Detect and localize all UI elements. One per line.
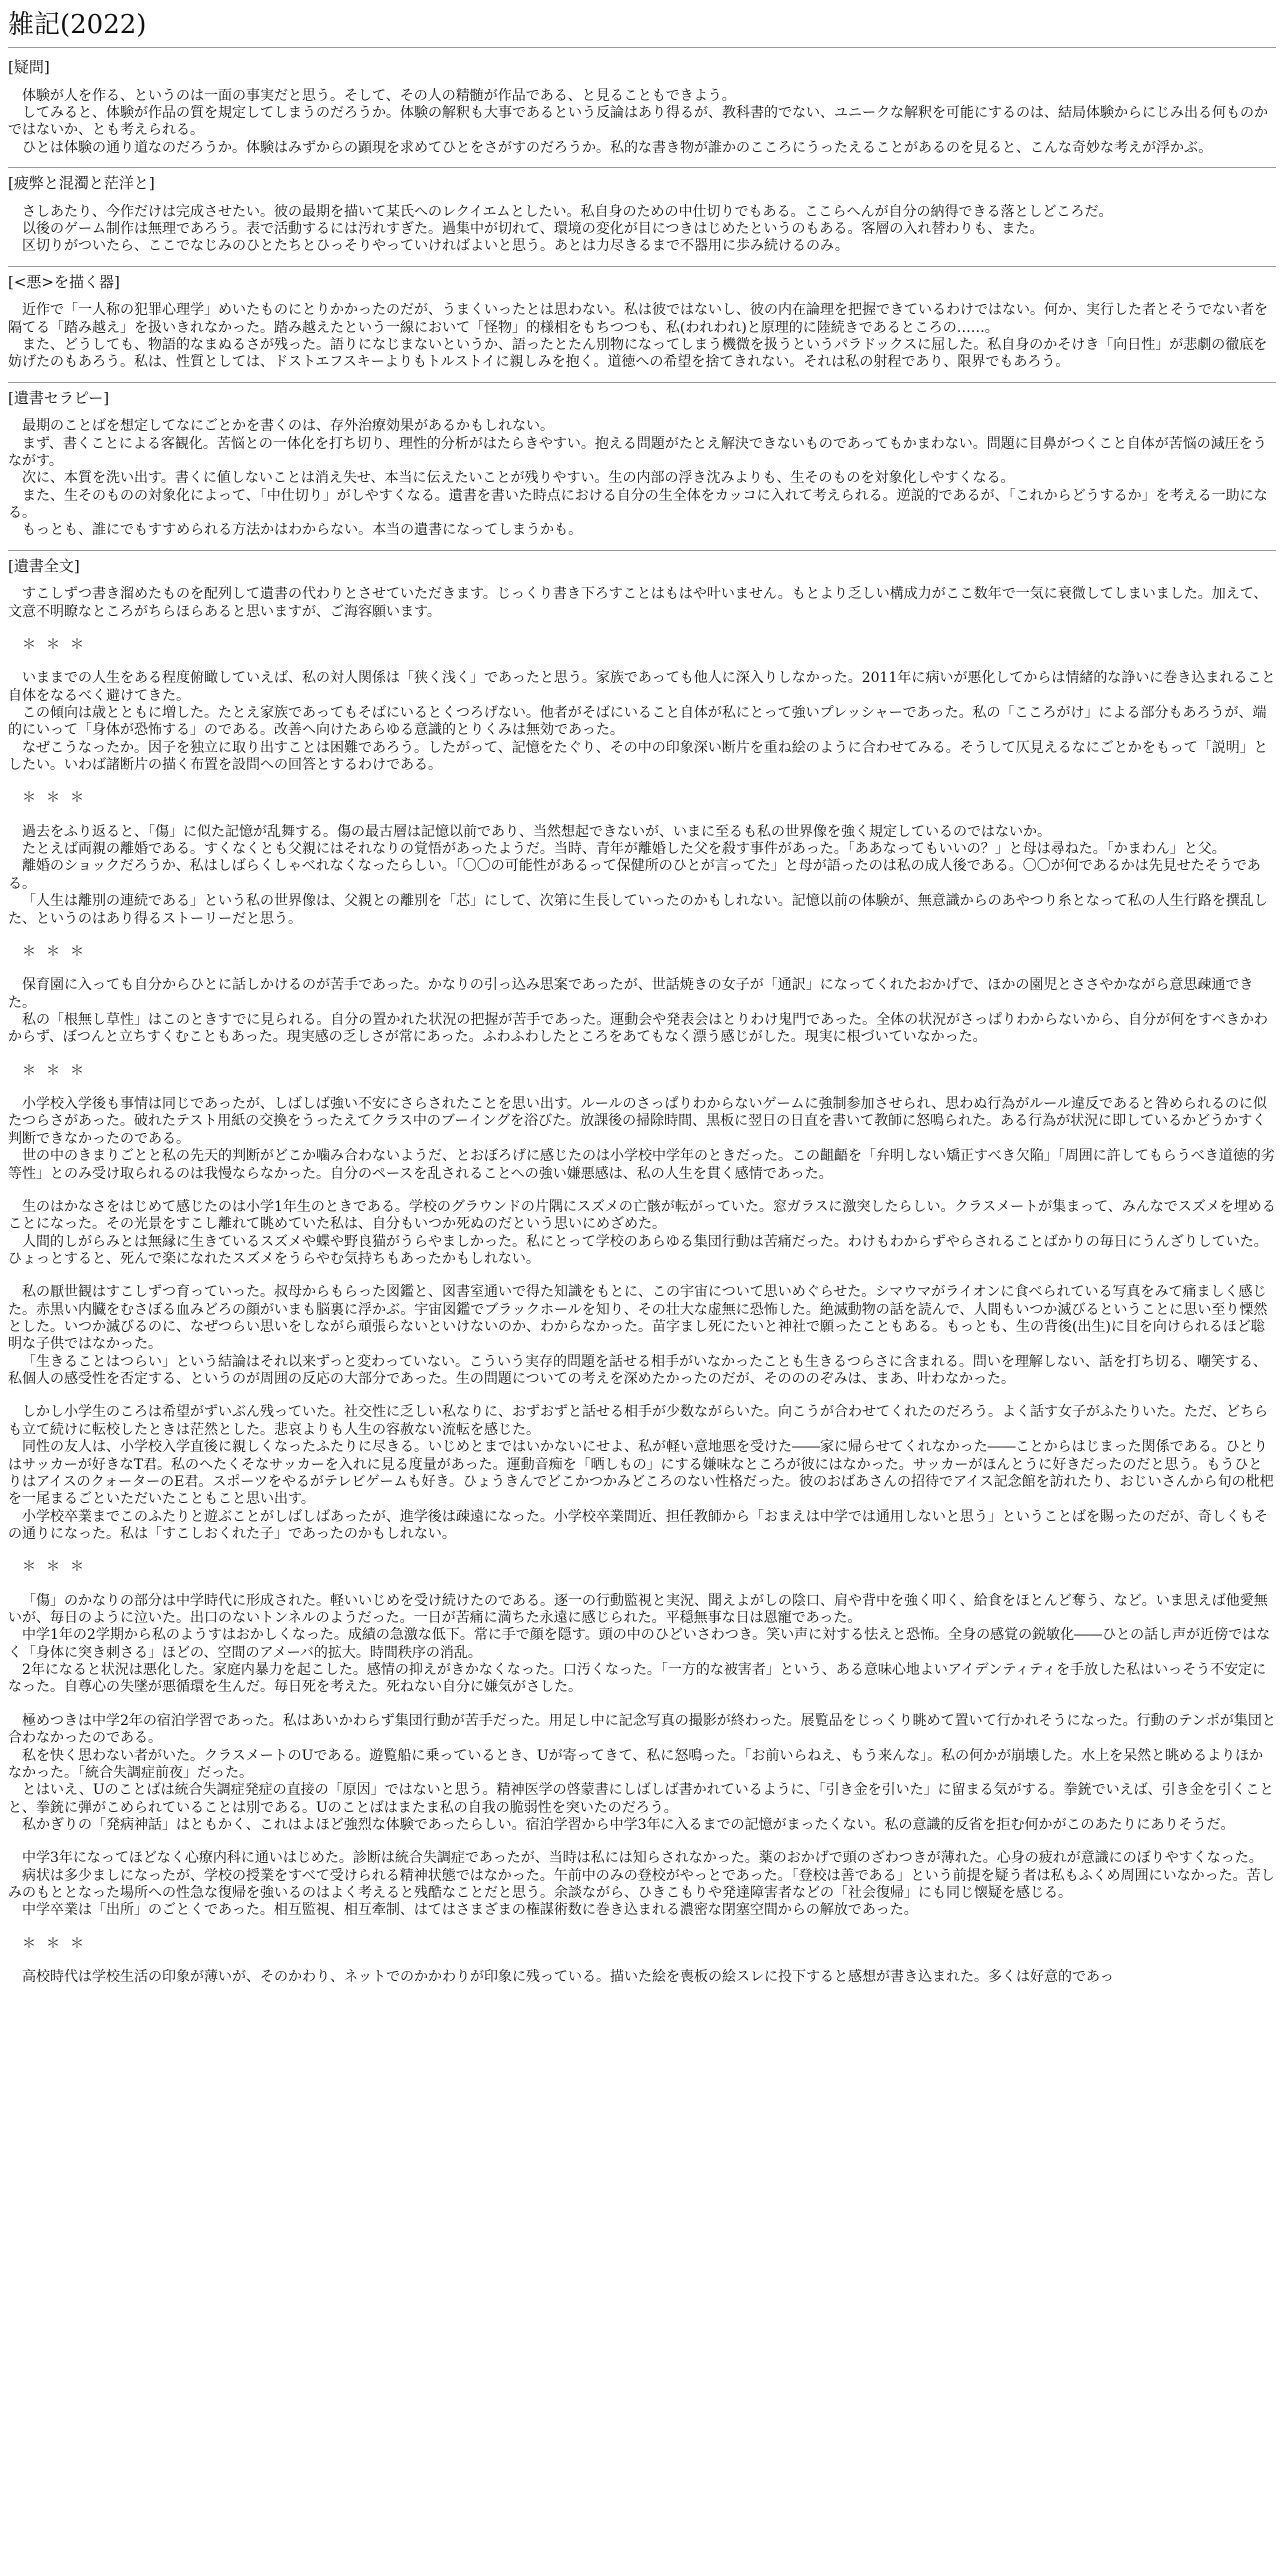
separator-stars: ＊＊＊ [22, 636, 94, 653]
paragraph: 極めつきは中学2年の宿泊学習であった。私はあいかわらず集団行動が苦手だった。用足し中に記念写真の撮影が終わった。展覧品をじっくり眺めて置いて行かれそうになった。行動のテンポが集団と合わなかったのである。 [8, 1712, 1276, 1747]
paragraph: 私の「根無し草性」はこのときすでに見られる。自分の置かれた状況の把握が苦手であった。運動会や発表会はとりわけ鬼門であった。全体の状況がさっぱりわからないから、自分が何をすべきかわからず、ぼつんと立ちすくむこともあった。現実感の乏しさが常にあった。ふわふわしたところをあてもなく漂う感じがした。現実に根づいていなかった。 [8, 1011, 1268, 1046]
spacer [8, 621, 1276, 637]
spacer [8, 1834, 1276, 1850]
separator-stars: ＊＊＊ [22, 943, 94, 960]
separator-stars: ＊＊＊ [22, 1062, 94, 1079]
separator-stars: ＊＊＊ [22, 790, 94, 807]
paragraph: また、どうしても、物語的なまぬるさが残った。語りになじまないというか、語ったとたん別物になってしまう機微を扱うというパラドックスに屈した。私自身のかそけき「向日性」が悲劇の徹底を妨げたのもあろう。私は、性質としては、ドストエフスキーよりもトルストイに親しみを抱く。道徳への希望を捨てきれない。それは私の射程であり、限界でもあろう。 [8, 336, 1268, 371]
spacer [8, 808, 1276, 824]
paragraph: すこしずつ書き溜めたものを配列して遺書の代わりとさせていただきます。じっくり書き下ろすことはもはや叶いません。もとより乏しい構成力がここ数年で一気に衰微してしまいました。加えて、文意不明瞭なところがちらほらあると思いますが、ご海容願います。 [8, 586, 1268, 620]
paragraph: 次に、本質を洗い出す。書くに値しないことは消え失せ、本当に伝えたいことが残りやすい。生の内部の浮き沈みよりも、生そのものを対象化しやすくなる。 [22, 470, 1015, 487]
section-heading: [遺書セラピー] [8, 388, 110, 407]
paragraph: まず、書くことによる客観化。苦悩との一体化を打ち切り、理性的分析がはたらきやすい。抱える問題がたとえ解決できないものであってもかまわない。問題に目鼻がつくこと自体が苦悩の減圧をうながす。 [8, 435, 1267, 469]
spacer [8, 654, 1276, 670]
section-will-full [8, 551, 1276, 1997]
paragraph: してみると、体験が作品の質を規定してしまうのだろうか。体験の解釈も大事であるという反論はあり得るが、教科書的でない、ユニークな解釈を可能にするのは、結局体験からにじみ出る何ものかではないか、とも考えられる。 [8, 105, 1268, 139]
paragraph: この傾向は歳とともに増した。たとえ家族であってもそばにいるとくつろげない。他者がそばにいること自体が私にとって強いプレッシャーであった。私の「こころがけ」による部分もあろうが、端的にいって「身体が恐怖する」のである。改善へ向けたあらゆる意識的とりくみは無効であった。 [8, 704, 1267, 739]
paragraph: ひとは体験の通り道なのだろうか。体験はみずからの顕現を求めてひとをさがすのだろうか。私的な書き物が誰かのこころにうったえることがあるのを見ると、こんな奇妙な考えが浮かぶ。 [22, 139, 1213, 156]
paragraph: 高校時代は学校生活の印象が薄いが、そのかわり、ネットでのかかわりが印象に残っている。描いた絵を喪板の絵スレに投下すると感想が書き込まれた。多くは好意的であっ [22, 1969, 1114, 1986]
section-will-therapy [8, 383, 1276, 551]
paragraph: 小学校卒業までこのふたりと遊ぶことがしばしばあったが、進学後は疎遠になった。小学校卒業間近、担任教師から「おまえは中学では通用しないと思う」ということばを賜ったのだが、奇しくもその通りになった。私は「すこしおくれた子」であったのかもしれない。 [8, 1508, 1268, 1542]
paragraph: 私の厭世観はすこしずつ育っていった。叔母からもらった図鑑と、図書室通いで得た知識をもとに、この宇宙について思いめぐらせた。シマウマがライオンに食べられている写真をみて痛ましく感じた。赤黒い内臓をむさぼる血みどろの顔がいまも脳裏に浮かぶ。宇宙図鑑でブラックホールを知り、その壮大な虚無に恐怖した。絶滅動物の話を読んで、人間もいつか滅びるということに思い至り慄然とした。いつか滅びるのに、なぜつらい思いをしながら頑張らないといけないのか、わからなかった。苗字まし死にたいと神社で願ったこともある。もっとも、生の背後(出生)に目を向けられるほど聡明な子供ではなかった。 [8, 1284, 1268, 1353]
paragraph: 離婚のショックだろうか、私はしばらくしゃべれなくなったらしい。「〇〇の可能性があるって保健所のひとが言ってた」と母が語ったのは私の成人後である。〇〇が何であるかは先見せたそうである。 [8, 858, 1261, 892]
section-heading: [<悪>を描く器] [8, 272, 120, 291]
spacer [8, 1388, 1276, 1404]
paragraph: とはいえ、Uのことばは統合失調症発症の直接の「原因」ではないと思う。精神医学の啓蒙書にしばしば書かれているように、「引き金を引いた」に留まる気がする。拳銃でいえば、引き金を引くことと、拳銃に弾がこめられていることは別である。Uのことばはまたま私の自我の脆弱性を突いたのだろう。 [8, 1782, 1274, 1816]
separator-stars: ＊＊＊ [22, 1935, 94, 1952]
spacer [8, 1080, 1276, 1096]
paragraph: 小学校入学後も事情は同じであったが、しばしば強い不安にさらされたことを思い出す。ルールのさっぱりわからないゲームに強制参加させられ、思わぬ行為がルール違反であると咎められるのに似たつらさがあった。破れたテスト用紙の交換をうったえてクラス中のブーイングを浴びた。放課後の掃除時間、黒板に翌日の日直を書いて教師に怒鳴られた。ある行為が状況に即しているかどうかすく判断できなかったのである。 [8, 1096, 1268, 1147]
paragraph: 以後のゲーム制作は無理であろう。表で活動するには汚れすぎた。過集中が切れて、環境の変化が目につきはじめたというのもある。客層の入れ替わりも、また。 [22, 220, 1044, 237]
paragraph: 世の中のきまりごとと私の先天的判断がどこか噛み合わないようだ、とおぼろげに感じたのは小学校中学年のときだった。この齟齬を「弁明しない矯正すべき欠陥」「周囲に許してもらうべき道徳的劣等性」とのみ受け取られるのは我慢ならなかった。自分のペースを乱されることへの強い嫌悪感は、私の人生を貫く感情であった。 [8, 1148, 1275, 1182]
page-title: 雑記(2022) [8, 10, 1276, 48]
paragraph: 中学卒業は「出所」のごとくであった。相互監視、相互牽制、はてはさまざまの権謀術数に巻き込まれる濃密な閉塞空間からの解放であった。 [22, 1902, 918, 1919]
paragraph: 「傷」のかなりの部分は中学時代に形成された。軽いいじめを受け続けたのである。逐一の行動監視と実況、聞えよがしの陰口、肩や背中を強く叩く、給食をほとんど奪う、など。いま思えば他愛無いが、毎日のように泣いた。出口のないトンネルのようだった。一日が苦痛に満ちた永遠に感じられた。平穏無事な日は恩寵であった。 [8, 1592, 1268, 1627]
spacer [8, 774, 1276, 790]
paragraph: 私かぎりの「発病神話」はともかく、これはよほど強烈な体験であったらしい。宿泊学習から中学3年に入るまでの記憶がまったくない。私の意識的反省を拒む何かがこのあたりにありそうだ。 [22, 1817, 1235, 1833]
spacer [8, 1183, 1276, 1199]
paragraph: 最期のことばを想定してなにごとかを書くのは、存外治療効果があるかもしれない。 [22, 418, 554, 435]
paragraph: なぜこうなったか。因子を独立に取り出すことは困難であろう。したがって、記憶をたぐり、その中の印象深い断片を重ね絵のように合わせてみる。そうして仄見えるなにごとかをもって「説明」としたい。いわば諸断片の描く布置を設問への回答とするわけである。 [8, 739, 1268, 774]
paragraph: 私を快く思わない者がいた。クラスメートのUである。遊覧船に乗っているとき、Uが寄ってきて、私に怒鳴った。「お前いらねえ、もう来んな」。私の何かが崩壊した。水上を呆然と眺めるよりほかなかった。「統合失調症前夜」だった。 [8, 1747, 1264, 1781]
spacer [8, 1697, 1276, 1713]
section-heading: [疲弊と混濁と茫洋と] [8, 174, 155, 193]
spacer [8, 961, 1276, 977]
section-evil [8, 267, 1276, 383]
paragraph: 中学3年になってほどなく心療内科に通いはじめた。診断は統合失調症であったが、当時は私には知らされなかった。薬のおかげで頭のざわつきが薄れた。心身の疲れが意識にのぼりやすくなった。 [22, 1850, 1263, 1867]
separator-stars: ＊＊＊ [22, 1559, 94, 1576]
section-fatigue [8, 168, 1276, 267]
section-heading: [遺書全文] [8, 556, 80, 575]
section-heading: [疑問] [8, 58, 50, 77]
paragraph: 近作で「一人称の犯罪心理学」めいたものにとりかかったのだが、うまくいったとは思わない。私は彼ではないし、彼の内在論理を把握できているわけではない。何か、実行した者とそうでない者を隔てる「踏み越え」を扱いきれなかった。踏み越えたという一線において「怪物」的様相をもちつつも、私(われわれ)と原理的に陸続きであるところの……。 [8, 302, 1268, 336]
paragraph: 2年になると状況は悪化した。家庭内暴力を起こした。感情の抑えがきかなくなった。口汚くなった。「一方的な被害者」という、ある意味心地よいアイデンティティを手放した私はいっそう不安定になった。自尊心の失墜が悪循環を生んだ。毎日死を考えた。死ねない自分に嫌気がさした。 [8, 1662, 1267, 1696]
spacer [8, 1920, 1276, 1936]
paragraph: 中学1年の2学期から私のようすはおかしくなった。成績の急激な低下。常に手で顔を隠す。頭の中のひどいさわつき。笑い声に対する怯えと恐怖。全身の感覚の鋭敏化――ひとの話し声が近傍ではなく「身体に突き刺さる」ほどの、空間のアメーバ的拡大。時間秩序の消乱。 [8, 1627, 1271, 1661]
paragraph: 区切りがついたら、ここでなじみのひとたちとひっそりやっていければよいと思う。あとは力尽きるまで不器用に歩み続けるのみ。 [22, 238, 849, 255]
paragraph: 保育園に入っても自分からひとに話しかけるのが苦手であった。かなりの引っ込み思案であったが、世話焼きの女子が「通訳」になってくれたおかげで、ほかの園児とささやかながら意思疎通できた。 [8, 977, 1254, 1011]
paragraph: もっとも、誰にでもすすめられる方法かはわからない。本当の遺書になってしまうかも。 [22, 522, 583, 539]
paragraph: しかし小学生のころは希望がずいぶん残っていた。社交性に乏しい私なりに、おずおずと話せる相手が少数ながらいた。向こうが合わせてくれたのだろう。よく話す女子がふたりいた。ただ、どちらも立て続けに転校したときは茫然とした。悲哀よりも人生の容赦ない流転を感じた。 [8, 1404, 1268, 1438]
paragraph: 「人生は離別の連続である」という私の世界像は、父親との離別を「芯」にして、次第に生長していったのかもしれない。記憶以前の体験が、無意識からのあやつり糸となって私の人生行路を撰乱した、というのはあり得るストーリーだと思う。 [8, 893, 1268, 927]
paragraph: また、生そのものの対象化によって、「中仕切り」がしやすくなる。遺書を書いた時点における自分の生全体をカッコに入れて考えられる。逆説的であるが、「これからどうするか」を考える一助になる。 [8, 487, 1268, 521]
paragraph: 生のはかなさをはじめて感じたのは小学1年生のときである。学校のグラウンドの片隅にスズメの亡骸が転がっていた。窓ガラスに激突したらしい。クラスメートが集まって、みんなでスズメを埋めることになった。その光景をすこし離れて眺めていた私は、自分もいつか死ぬのだという思いにめざめた。 [8, 1198, 1276, 1233]
section-doubt [8, 52, 1276, 168]
spacer [8, 1268, 1276, 1284]
paragraph: さしあたり、今作だけは完成させたい。彼の最期を描いて某氏へのレクイエムとしたい。私自身のための中仕切りでもある。ここらへんが自分の納得できる落としどころだ。 [22, 203, 1113, 220]
paragraph: 「生きることはつらい」という結論はそれ以来ずっと変わっていない。こういう実存的問題を話せる相手がいなかったことも生きるつらさに含まれる。問いを理解しない、話を打ち切る、嘲笑する、私個人の感受性を否定する、というのが周囲の反応の大部分であった。生の問題についての考えを深めたかったのだが、そのののぞみは、まあ、叶わなかった。 [8, 1353, 1267, 1388]
spacer [8, 1543, 1276, 1559]
paragraph: たとえば両親の離婚である。すくなくとも父親にはそれなりの覚悟があったようだ。当時、青年が離婚した父を殺す事件があった。「ああなってもいいの？」と母は尋ねた。「かまわん」と父。 [22, 841, 1226, 858]
paragraph: 病状は多少ましになったが、学校の授業をすべて受けられる精神状態ではなかった。午前中のみの登校がやっとであった。「登校は善である」という前提を疑う者は私もふくめ周囲にいなかった。苦しみのもととなった場所への性急な復帰を強いるのはよく考えると残酷なことだと思う。余談ながら、ひきこもりや発達障害者などの「社会復帰」にも同じ懐疑を感じる。 [8, 1867, 1275, 1902]
spacer [8, 928, 1276, 944]
spacer [8, 1953, 1276, 1969]
paragraph: 体験が人を作る、というのは一面の事実だと思う。そして、その人の精髄が作品である、と見ることもできよう。 [22, 87, 736, 104]
paragraph: 同性の友人は、小学校入学直後に親しくなったふたりに尽きる。いじめとまではいかないにせよ、私が軽い意地悪を受けた――家に帰らせてくれなかった――ことからはじまった関係である。ひとりはサッカーが好きなT君。私のへたくそなサッカーを入れに見る度量があった。運動音痴を「晒しもの」にする嫌味なところが彼にはなかった。サッカーがほんとうに好きだったのだと思う。もうひとりはアイスのクォーターのE君。スポーツをやるがテレビゲームも好き。ひょうきんでどこかつかみどころのない性格だった。彼のおばあさんの招待でアイス記念館を訪れたり、おじいさんから旬の枇杷を一尾まるごといただいたこともこと思い出す。 [8, 1439, 1274, 1508]
paragraph: いままでの人生をある程度俯瞰していえば、私の対人関係は「狭く浅く」であったと思う。家族であっても他人に深入りしなかった。2011年に病いが悪化してからは情緒的な諍いに巻き込まれること自体をなるべく避けてきた。 [8, 670, 1276, 704]
spacer [8, 1047, 1276, 1063]
spacer [8, 1577, 1276, 1593]
paragraph: 人間的しがらみとは無縁に生きているスズメや蝶や野良猫がうらやましかった。私にとって学校のあらゆる集団行動は苦痛だった。わけもわからずやらされることばかりの毎日にうんざりしていた。ひょっとすると、死んで楽になれたスズメをうらやむ気持ちもあったかもしれない。 [8, 1233, 1268, 1267]
paragraph: 過去をふり返ると、「傷」に似た記憶が乱舞する。傷の最古層は記憶以前であり、当然想起できないが、いまに至るも私の世界像を強く規定しているのではないか。 [22, 823, 1051, 840]
